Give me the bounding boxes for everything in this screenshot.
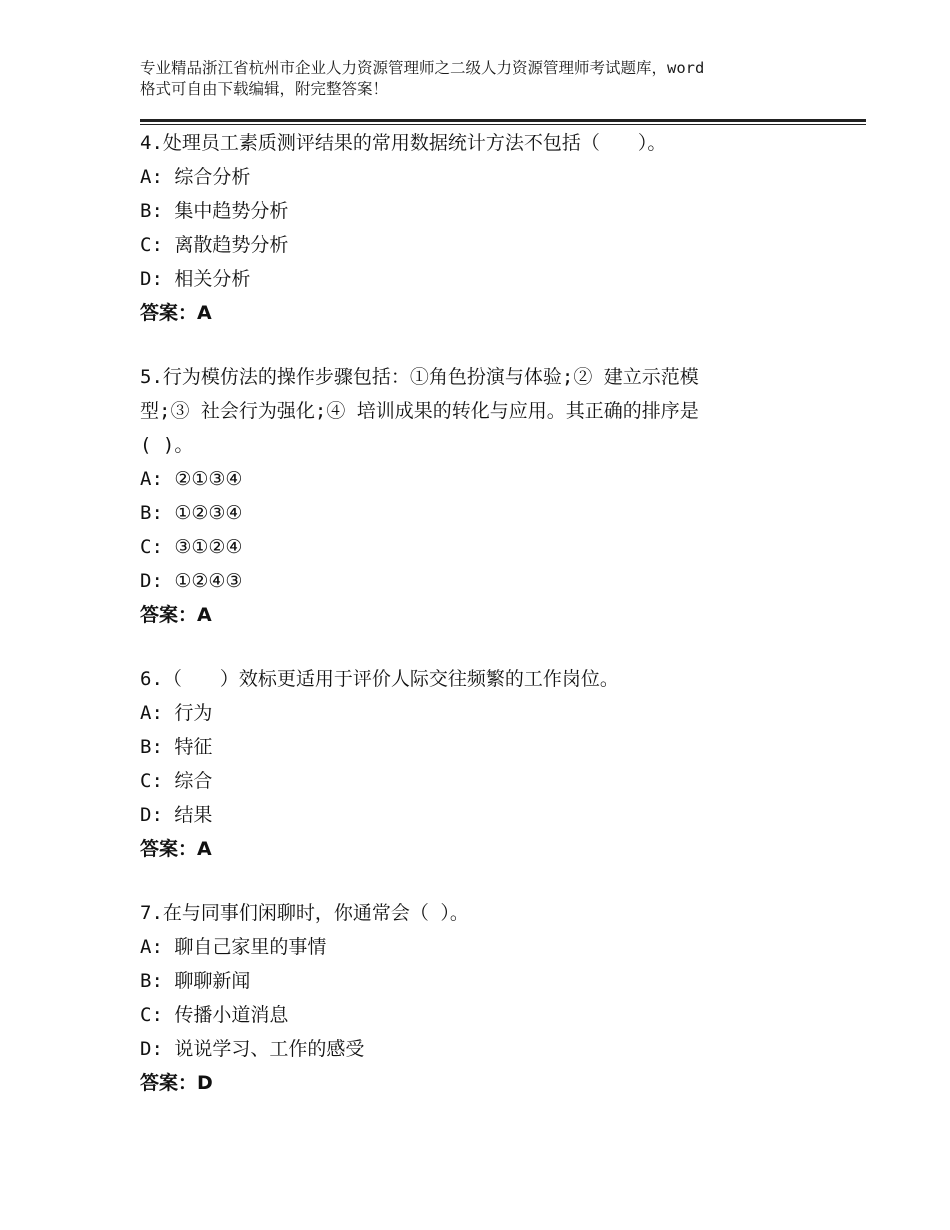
answer-label: 答案：A [140,302,212,324]
header-line-2: 格式可自由下载编辑，附完整答案！ [140,80,389,98]
answer-label: 答案：A [140,838,212,860]
question-stem-line-3: ( )。 [140,434,194,456]
question-list [140,126,840,1130]
option-d: D: 说说学习、工作的感受 [140,1038,365,1060]
answer-label: 答案：D [140,1072,213,1094]
question-4 [140,126,840,330]
header-rule-thick [140,119,866,122]
option-d: D: 结果 [140,804,213,826]
question-stem-line-2: 型;③ 社会行为强化;④ 培训成果的转化与应用。其正确的排序是 [140,400,699,422]
option-d: D: ①②④③ [140,570,243,592]
option-c: C: 综合 [140,770,213,792]
header-rule-thin [140,124,866,125]
option-b: B: 聊聊新闻 [140,970,251,992]
question-stem: 6.（ ）效标更适用于评价人际交往频繁的工作岗位。 [140,668,619,690]
option-b: B: ①②③④ [140,502,243,524]
option-c: C: 传播小道消息 [140,1004,289,1026]
header-line-1: 专业精品浙江省杭州市企业人力资源管理师之二级人力资源管理师考试题库，word [140,59,705,77]
answer-label: 答案：A [140,604,212,626]
question-7 [140,896,840,1100]
option-c: C: 离散趋势分析 [140,234,289,256]
question-6 [140,662,840,866]
document-header [140,58,840,100]
option-a: A: 综合分析 [140,166,251,188]
question-stem-line-1: 5.行为模仿法的操作步骤包括：①角色扮演与体验;② 建立示范模 [140,366,699,388]
option-b: B: 集中趋势分析 [140,200,289,222]
question-5 [140,360,840,632]
option-a: A: 聊自己家里的事情 [140,936,327,958]
option-b: B: 特征 [140,736,213,758]
question-stem: 7.在与同事们闲聊时，你通常会（ ）。 [140,902,469,924]
option-d: D: 相关分析 [140,268,251,290]
option-a: A: ②①③④ [140,468,243,490]
option-c: C: ③①②④ [140,536,243,558]
option-a: A: 行为 [140,702,213,724]
question-stem: 4.处理员工素质测评结果的常用数据统计方法不包括（ ）。 [140,132,667,154]
